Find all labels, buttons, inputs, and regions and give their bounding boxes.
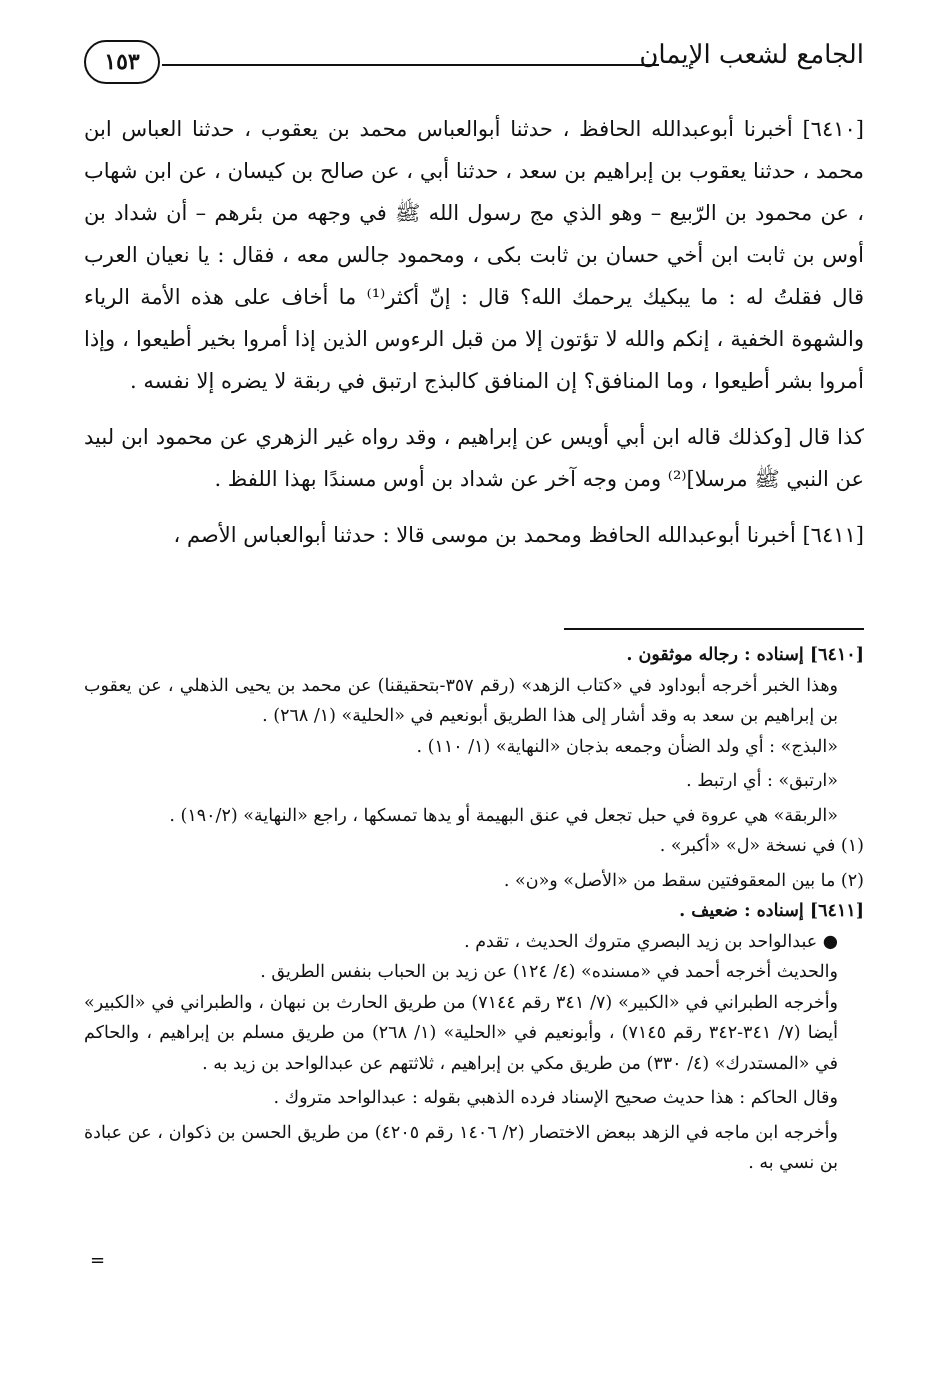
hadith-6410-text: [٦٤١٠] أخبرنا أبوعبدالله الحافظ ، حدثنا أبوالعباس محمد بن يعقوب ، حدثنا العباس ابن محمد ، حدثنا يعقوب بن إبراهيم بن سعد ، حدثنا أبي ، عن صالح بن كيسان ، عن ابن شهاب ، عن محمود بن الرّبيع – وهو الذي مج رسول الله ﷺ في وجهه من بئرهم – أن شداد بن أوس بن ثابت ابن أخي حسان بن ثابت بكى ، ومحمود جالس معه ، فقال : يا نعيان العرب قال فقلتُ له : ما يبكيك يرحمك الله؟ قال : إنّ أكثر⁽¹⁾ ما أخاف على هذه الأمة الرياء والشهوة الخفية ، إنكم والله لا تؤتون إلا من قبل الرءوس الذين إذا أمروا بخير أطيعوا ، وإذا أمروا بشر أطيعوا ، وما المنافق؟ إن المنافق كالبذج ارتبق في ربقة لا يضره إلا نفسه . <box>84 117 864 393</box>
footnote-6411-ibnmajah: وأخرجه ابن ماجه في الزهد ببعض الاختصار (٢/ ١٤٠٦ رقم ٤٢٠٥) من طريق الحسن بن ذكوان ، عن عبادة بن نسي به . <box>84 1122 838 1173</box>
footnote-ribqa: «الربقة» هي عروة في حبل تجعل في عنق البهيمة أو يدها تمسكها ، راجع «النهاية» (١٩٠/٢) . <box>169 805 838 826</box>
footnote-6411-head: [٦٤١١] إسناده : ضعيف . <box>679 901 864 921</box>
footnote-6411-hakim: وقال الحاكم : هذا حديث صحيح الإسناد فرده الذهبي بقوله : عبدالواحد متروك . <box>273 1088 838 1108</box>
footnote-irtabaq: «ارتبق» : أي ارتبط . <box>686 771 838 791</box>
footnote-badhj: «البذج» : أي ولد الضأن وجمعه بذجان «النهاية» (١/ ١١٠) . <box>416 736 838 757</box>
footnote-separator <box>564 628 864 630</box>
footnote-6410-takhrij: وهذا الخبر أخرجه أبوداود في «كتاب الزهد» (رقم ٣٥٧-بتحقيقنا) عن محمد بن يحيى الذهلي ، عن يعقوب بن إبراهيم بن سعد به وقد أشار إلى هذا الطريق أبونعيم في «الحلية» (١/ ٢٦٨) . <box>84 675 838 726</box>
footnote-6410-head: [٦٤١٠] إسناده : رجاله موثقون . <box>626 645 864 665</box>
footnote-6411-ahmad: والحديث أخرجه أحمد في «مسنده» (٤/ ١٢٤) عن زيد بن الحباب بنفس الطريق . <box>260 962 838 982</box>
commentary-text: كذا قال [وكذلك قاله ابن أبي أويس عن إبراهيم ، وقد رواه غير الزهري عن محمود ابن لبيد عن النبي ﷺ مرسلا]⁽²⁾ ومن وجه آخر عن شداد بن أوس مسندًا بهذا اللفظ . <box>84 425 864 491</box>
page-number: ١٥٣ <box>84 40 160 84</box>
footnote-6411-narrator: ● عبدالواحد بن زيد البصري متروك الحديث ، تقدم . <box>464 931 838 952</box>
page-header <box>84 34 864 90</box>
continuation-mark: = <box>90 1250 106 1271</box>
footnote-1: (١) في نسخة «ل» «أكبر» . <box>659 836 864 856</box>
hadith-6411-text: [٦٤١١] أخبرنا أبوعبدالله الحافظ ومحمد بن موسى قالا : حدثنا أبوالعباس الأصم ، <box>173 523 864 547</box>
footnote-6411-tabarani: وأخرجه الطبراني في «الكبير» (٧/ ٣٤١ رقم ٧١٤٤) من طريق الحارث بن نبهان ، والطبراني في «الكبير» أيضا (٧/ ٣٤١-٣٤٢ رقم ٧١٤٥) ، وأبونعيم في «الحلية» (١/ ٢٦٨) من طريق مسلم بن إبراهيم ، والحاكم في «المستدرك» (٤/ ٣٣٠) من طريق مكي بن إبراهيم ، ثلاثتهم عن عبدالواحد بن زيد به . <box>84 992 839 1074</box>
main-text <box>84 108 864 556</box>
header-rule <box>162 64 659 66</box>
running-title: الجامع لشعب الإيمان <box>639 40 864 70</box>
footnote-2: (٢) ما بين المعقوفتين سقط من «الأصل» و«ن» . <box>503 870 864 891</box>
footnotes <box>84 640 864 1179</box>
